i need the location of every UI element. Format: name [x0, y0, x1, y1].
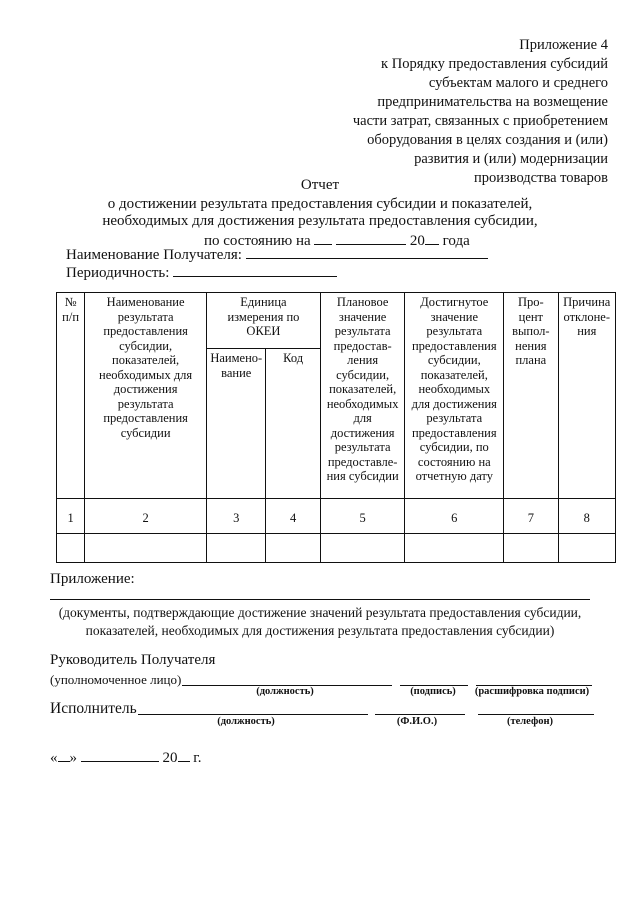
- table-cell[interactable]: [320, 534, 405, 563]
- attachment-note-line: (документы, подтверждающие достижение значений результата предоставления субсидии,: [58, 605, 582, 620]
- header-line: производства товаров: [473, 170, 608, 186]
- col-planned-header: Плановое значение результата предостав- ления субсидии, показателей, необходимых для достижения результата предоставле- ния субсидии: [320, 293, 405, 499]
- table-cell[interactable]: [266, 534, 320, 563]
- phone-caption: (телефон): [506, 716, 554, 727]
- signing-month-blank[interactable]: [81, 746, 159, 762]
- authorized-label: (уполномоченное лицо): [50, 672, 182, 687]
- report-title-line: необходимых для достижения результата предоставления субсидии,: [102, 213, 538, 229]
- header-line: оборудования в целях создания и (или): [367, 132, 608, 148]
- col-reason-header: Причина отклоне- ния: [558, 293, 615, 499]
- signing-year-suffix: г.: [193, 750, 202, 766]
- col-number-index: 2: [85, 499, 207, 534]
- col-number-index: 7: [504, 499, 558, 534]
- col-unit-header: Единица измерения по ОКЕИ: [207, 293, 321, 349]
- attachment-line[interactable]: [50, 599, 590, 600]
- table-cell[interactable]: [405, 534, 504, 563]
- col-number-index: 6: [405, 499, 504, 534]
- col-number-index: 8: [558, 499, 615, 534]
- position-caption-2: (должность): [217, 716, 275, 727]
- report-table: [56, 292, 616, 563]
- header-line: субъектам малого и среднего: [428, 75, 608, 91]
- date-close-quote: »: [69, 750, 77, 766]
- date-suffix: года: [442, 233, 470, 249]
- head-label: Руководитель Получателя: [50, 652, 216, 668]
- table-cell[interactable]: [504, 534, 558, 563]
- periodicity-field: [66, 261, 337, 283]
- col-number-index: 1: [57, 499, 85, 534]
- fio-caption: (Ф.И.О.): [396, 716, 438, 727]
- col-number-header: № п/п: [57, 293, 85, 499]
- col-unit-code-header: Код: [266, 349, 320, 499]
- table-cell[interactable]: [57, 534, 85, 563]
- date-prefix: по состоянию на: [204, 233, 311, 249]
- date-year: 20: [409, 233, 425, 249]
- header-line: Приложение 4: [519, 37, 608, 53]
- recipient-label: Наименование Получателя:: [66, 247, 242, 263]
- table-cell[interactable]: [207, 534, 266, 563]
- appendix-header: [308, 36, 608, 188]
- header-line: предпринимательства на возмещение: [377, 94, 608, 110]
- report-title-line: о достижении результата предоставления субсидии и показателей,: [107, 196, 533, 212]
- executor-label: Исполнитель: [50, 700, 137, 717]
- col-name-header: Наименование результата предоставления субсидии, показателей, необходимых для достижения результата предоставления субсидии: [85, 293, 207, 499]
- periodicity-input[interactable]: [173, 261, 337, 277]
- col-number-index: 4: [266, 499, 320, 534]
- header-line: части затрат, связанных с приобретением: [352, 113, 608, 129]
- attachment-note: [0, 604, 640, 640]
- signing-day-blank[interactable]: [58, 746, 70, 762]
- periodicity-label: Периодичность:: [66, 265, 170, 281]
- signature-caption: (подпись): [410, 686, 456, 697]
- signing-year-blank[interactable]: [178, 746, 190, 762]
- decoding-caption: (расшифровка подписи): [474, 686, 590, 697]
- attachment-label: Приложение:: [50, 571, 135, 587]
- table-cell[interactable]: [85, 534, 207, 563]
- col-percent-header: Про- цент выпол- нения плана: [504, 293, 558, 499]
- date-open-quote: «: [50, 750, 58, 766]
- col-achieved-header: Достигнутое значение результата предоставления субсидии, показателей, необходимых для достижения результата предоставления субсидии, по состоянию на отчетную дату: [405, 293, 504, 499]
- executor-phone-line[interactable]: [478, 714, 594, 715]
- report-title: Отчет: [300, 177, 340, 193]
- signing-date: [50, 746, 201, 768]
- table-cell[interactable]: [558, 534, 615, 563]
- recipient-input[interactable]: [246, 243, 488, 259]
- attachment-note-line: показателей, необходимых для достижения результата предоставления субсидии): [85, 623, 555, 638]
- table-row: [57, 534, 616, 563]
- position-caption: (должность): [256, 686, 314, 697]
- signing-year: 20: [162, 750, 178, 766]
- executor-fio-line[interactable]: [375, 714, 465, 715]
- col-unit-name-header: Наимено- вание: [207, 349, 266, 499]
- executor-position-line[interactable]: [138, 714, 368, 715]
- col-number-index: 5: [320, 499, 405, 534]
- header-line: к Порядку предоставления субсидий: [381, 56, 608, 72]
- header-line: развития и (или) модернизации: [414, 151, 608, 167]
- col-number-index: 3: [207, 499, 266, 534]
